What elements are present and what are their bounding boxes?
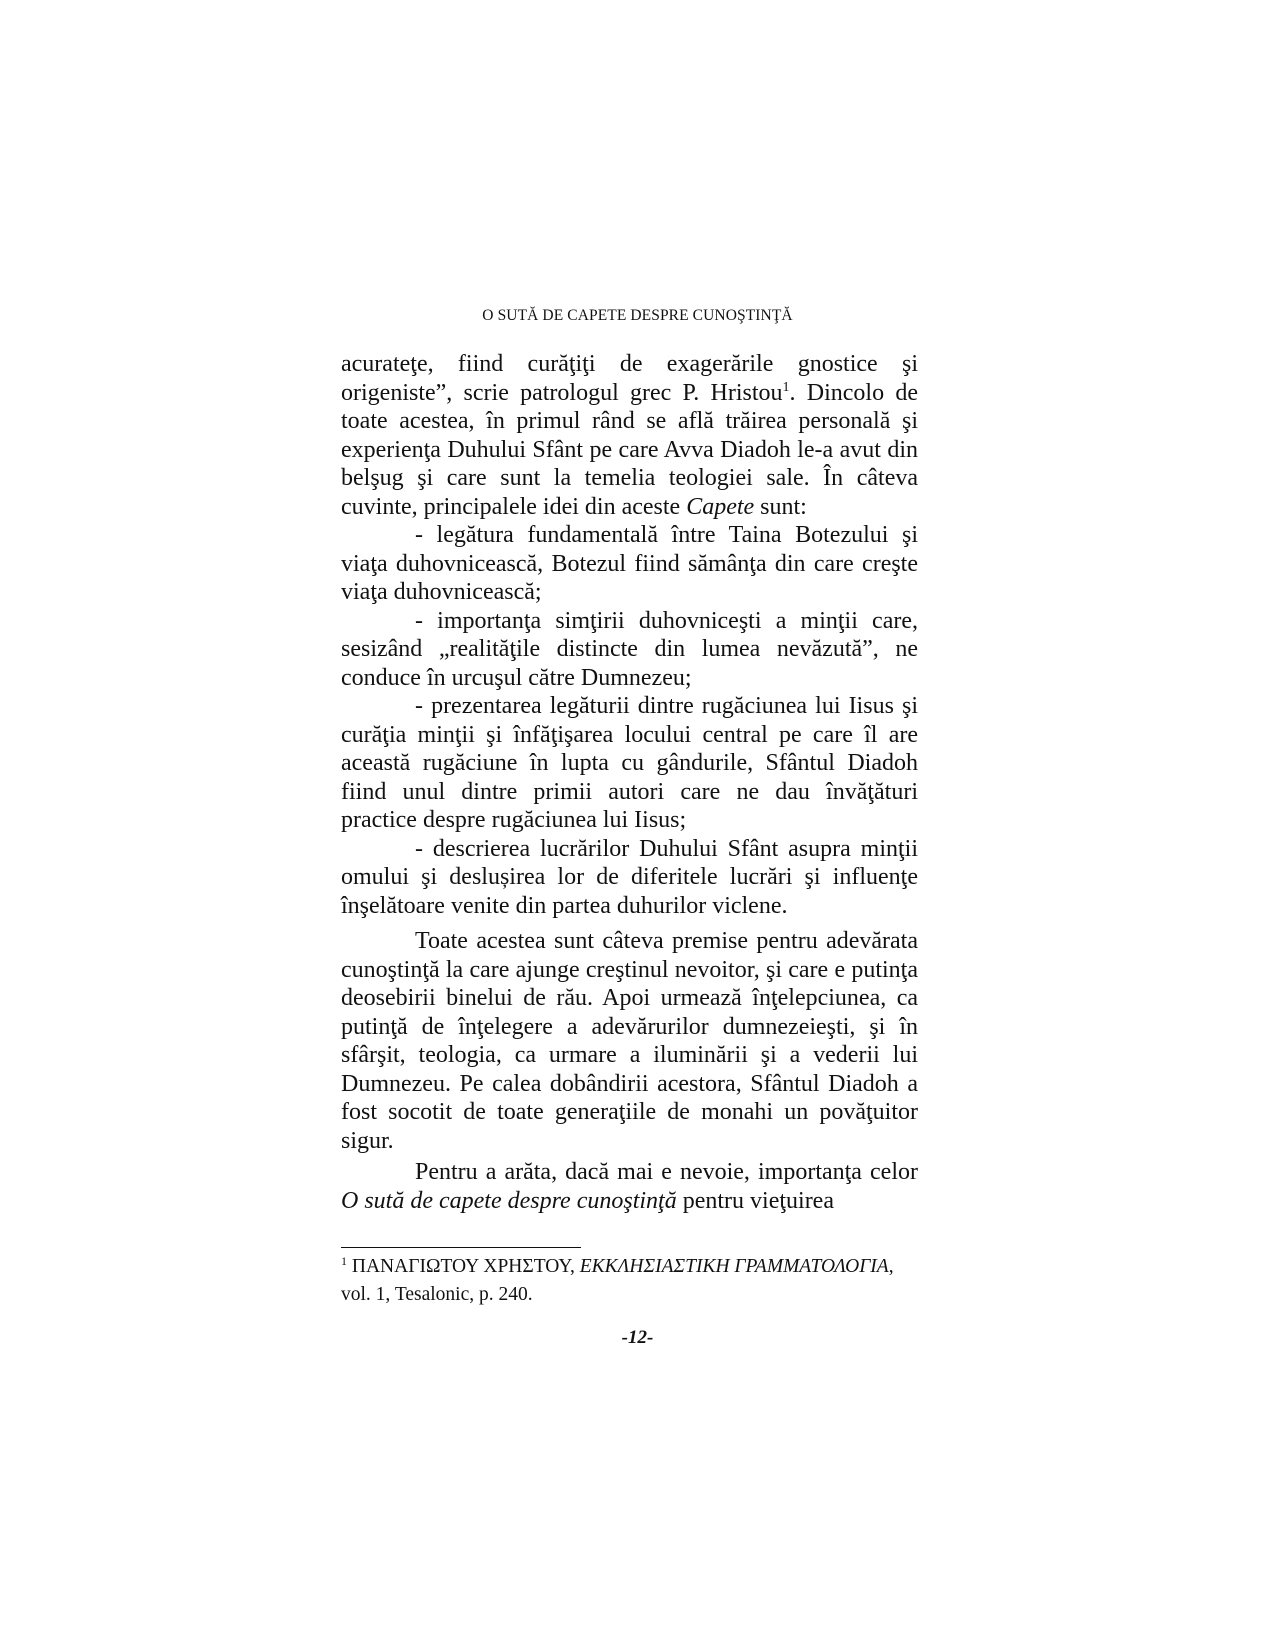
running-head: O SUTĂ DE CAPETE DESPRE CUNOŞTINŢĂ bbox=[482, 307, 793, 324]
paragraph-intro bbox=[341, 350, 918, 521]
paragraph-intro-end: sunt: bbox=[754, 493, 807, 520]
list-item-spiritual-sense: - importanţa simţirii duhovniceşti a minţii care, sesizând „realităţile distincte din lumea nevăzută”, ne conduce în urcuşul către Dumnezeu; bbox=[341, 607, 918, 691]
list-item-jesus-prayer: - prezentarea legăturii dintre rugăciunea lui Iisus şi curăţia minţii şi înfăţişarea locului central pe care îl are această rugăciune în lupta cu gândurile, Sfântul Diadoh fiind unul dintre primii autori care ne dau învăţături practice despre rugăciunea lui Iisus; bbox=[341, 693, 918, 833]
footnote-author: ΠΑΝΑΓΙΩΤΟΥ ΧΡΗΣΤΟΥ, bbox=[351, 1256, 580, 1277]
book-title-italic: O sută de capete despre cunoştinţă bbox=[341, 1187, 677, 1214]
paragraph-importance bbox=[341, 1158, 918, 1215]
footnote bbox=[341, 1253, 918, 1309]
footnote-details: , vol. 1, Tesalonic, p. 240. bbox=[341, 1256, 894, 1305]
paragraph-knowledge: Toate acestea sunt câteva premise pentru adevărata cunoştinţă la care ajunge creştinul nevoitor, şi care e putinţa deosebirii binelui de rău. Apoi urmează înţelepciunea, ca putinţă de înţelegere a adevărurilor dumnezeieşti, şi în sfârşit, teologia, ca urmare a iluminării şi a vederii lui Dumnezeu. Pe calea dobândirii acestora, Sfântul Diadoh a fost socotit de toate generaţiile de monahi un povăţuitor sigur. bbox=[341, 928, 918, 1154]
page-number: -12- bbox=[621, 1327, 654, 1348]
capete-italic: Capete bbox=[686, 493, 755, 520]
paragraph-intro-start: acurateţe, fiind curăţiţi de exagerările gnostice şi origeniste”, scrie patrologul grec P. Hristou bbox=[341, 351, 918, 406]
main-text bbox=[341, 350, 918, 1215]
paragraph-importance-end: pentru vieţuirea bbox=[676, 1187, 834, 1214]
paragraph-importance-start: Pentru a arăta, dacă mai e nevoie, importanţa celor bbox=[415, 1159, 918, 1185]
footnote-title: ΕΚΚΛΗΣΙΑΣΤΙΚΗ ΓΡΑΜΜΑΤΟΛΟΓΙΑ bbox=[579, 1256, 889, 1277]
footnote-divider bbox=[341, 1247, 581, 1248]
paragraph-intro-middle: . Dincolo de toate acestea, în primul rând se află trăirea personală şi experienţa Duhului Sfânt pe care Avva Diadoh le-a avut din belşug şi care sunt la temelia teologiei sale. În câteva cuvinte, principalele idei din aceste bbox=[341, 379, 918, 520]
list-item-baptism: - legătura fundamentală între Taina Botezului şi viaţa duhovnicească, Botezul fiind sămânţa din care creşte viaţa duhovnicească; bbox=[341, 522, 918, 605]
footnote-number: 1 bbox=[341, 1254, 347, 1268]
footnote-reference: 1 bbox=[782, 379, 790, 395]
list-item-holy-spirit: - descrierea lucrărilor Duhului Sfânt asupra minţii omului şi deslușirea lor de diferitele lucrări şi influenţe înşelătoare venite din partea duhurilor viclene. bbox=[341, 835, 918, 919]
